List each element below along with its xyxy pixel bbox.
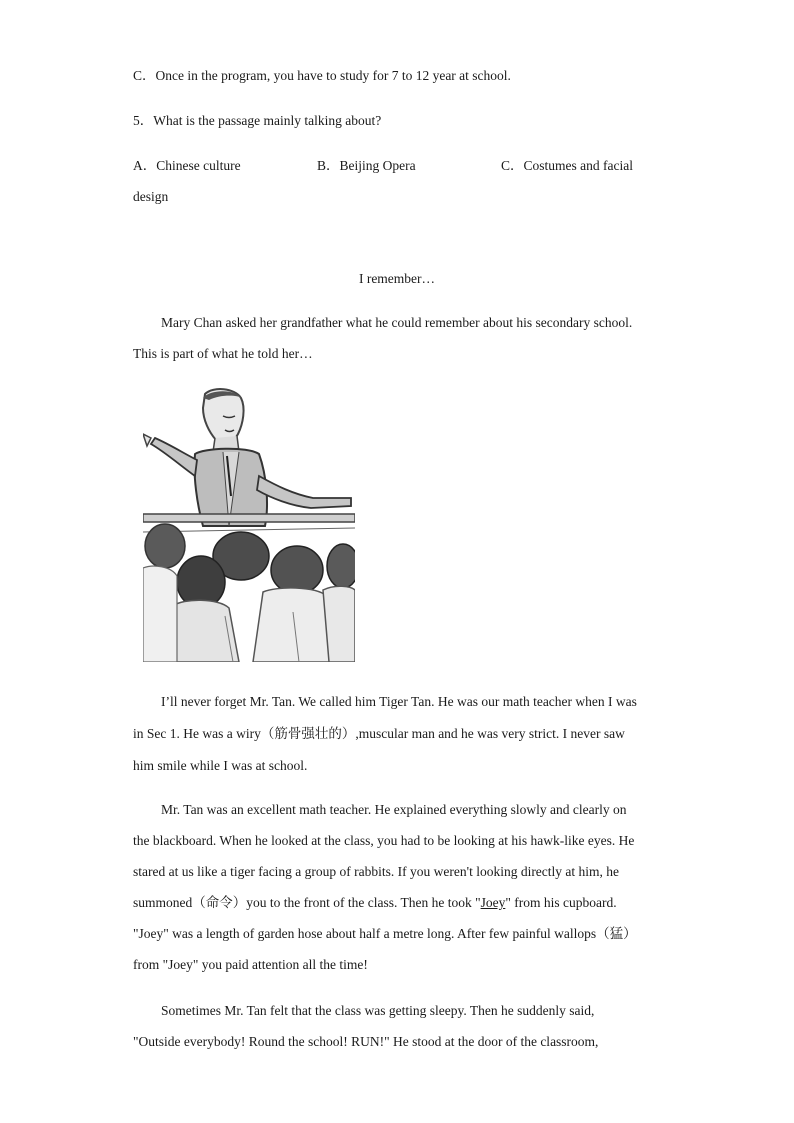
p2-line-6: from "Joey" you paid attention all the time! — [133, 957, 368, 972]
p2-line-4-start: summoned（命令）you to the front of the class. Then he took " — [133, 895, 481, 910]
q5-option-c-continued: design — [133, 189, 169, 204]
q5-option-a: A．Chinese culture — [133, 158, 241, 173]
article-title: I remember… — [358, 271, 436, 286]
q5-option-c: C．Costumes and facial — [501, 158, 633, 173]
q4-option-c: C．Once in the program, you have to study for 7 to 12 year at school. — [133, 68, 511, 83]
p3-line-2: "Outside everybody! Round the school! RUN!" He stood at the door of the classroom, — [133, 1034, 599, 1049]
p2-line-4-end: " from his cupboard. — [505, 895, 617, 910]
joey-underlined: Joey — [480, 895, 506, 910]
p2-line-5: "Joey" was a length of garden hose about half a metre long. After few painful wallops（猛） — [133, 926, 637, 941]
p2-line-3: stared at us like a tiger facing a group of rabbits. If you weren't looking directly at him, he — [133, 864, 620, 879]
p1-line-3: him smile while I was at school. — [133, 758, 308, 773]
p2-line-1: Mr. Tan was an excellent math teacher. He explained everything slowly and clearly on — [161, 802, 627, 817]
p2-line-2: the blackboard. When he looked at the class, you had to be looking at his hawk-like eyes. He — [133, 833, 635, 848]
intro-line-1: Mary Chan asked her grandfather what he could remember about his secondary school. — [161, 315, 633, 330]
p2-line-4 — [133, 896, 617, 910]
p1-line-2: in Sec 1. He was a wiry（筋骨强壮的）,muscular man and he was very strict. I never saw — [133, 726, 625, 741]
q5-question: 5．What is the passage mainly talking about? — [133, 113, 382, 128]
p3-line-1: Sometimes Mr. Tan felt that the class was getting sleepy. Then he suddenly said, — [161, 1003, 595, 1018]
teacher-illustration — [143, 386, 355, 662]
q5-option-b: B．Beijing Opera — [317, 158, 416, 173]
p1-line-1: I’ll never forget Mr. Tan. We called him Tiger Tan. He was our math teacher when I was — [161, 694, 637, 709]
intro-line-2: This is part of what he told her… — [133, 346, 313, 361]
